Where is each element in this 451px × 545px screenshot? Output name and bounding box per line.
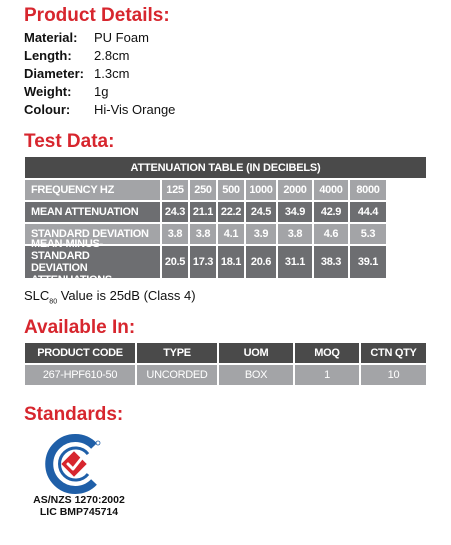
row-label-line: DEVIATION ATTENUATIONS (31, 262, 112, 286)
standards-mark-icon (44, 432, 108, 496)
table-cell: 24.5 (246, 202, 276, 222)
spec-value: Hi-Vis Orange (94, 101, 176, 117)
table-cell: 4.6 (314, 224, 348, 244)
column-header: MOQ (295, 343, 359, 363)
spec-label: Length: (24, 47, 72, 63)
table-cell: 8000 (350, 180, 386, 200)
licence-number: LIC BMP745714 (39, 506, 119, 518)
available-in-heading: Available In: (24, 317, 136, 338)
table-cell: 4.1 (218, 224, 244, 244)
availability-table (25, 343, 426, 387)
column-header: CTN QTY (361, 343, 426, 363)
spec-length (24, 46, 175, 64)
spec-weight (24, 82, 175, 100)
product-details-heading: Product Details: (24, 5, 170, 26)
table-cell: 20.5 (162, 246, 188, 278)
slc-text: Value is 25dB (Class 4) (57, 288, 196, 303)
table-cell: 38.3 (314, 246, 348, 278)
table-cell: 3.8 (162, 224, 188, 244)
table-row (25, 238, 426, 286)
spec-label: Material: (24, 29, 78, 45)
row-label: STANDARD DEVIATION (25, 224, 160, 244)
table-cell: 18.1 (218, 246, 244, 278)
table-cell: 22.2 (218, 202, 244, 222)
table-cell: BOX (219, 365, 293, 385)
table-cell: UNCORDED (137, 365, 217, 385)
attenuation-table (25, 180, 426, 286)
spec-label: Weight: (24, 83, 72, 99)
table-cell: 1 (295, 365, 359, 385)
table-cell: 2000 (278, 180, 312, 200)
table-cell: 20.6 (246, 246, 276, 278)
table-cell: 24.3 (162, 202, 188, 222)
column-header: UOM (219, 343, 293, 363)
table-cell: 267-HPF610-50 (25, 365, 135, 385)
column-header: PRODUCT CODE (25, 343, 135, 363)
standards-text (24, 494, 134, 518)
table-cell: 4000 (314, 180, 348, 200)
spec-value: 2.8cm (94, 47, 130, 63)
spec-label: Colour: (24, 101, 71, 117)
standard-code: AS/NZS 1270:2002 (33, 494, 125, 506)
table-cell: 1000 (246, 180, 276, 200)
table-row (25, 180, 426, 200)
table-cell: 500 (218, 180, 244, 200)
row-label: FREQUENCY HZ (25, 180, 160, 200)
spec-value: 1g (94, 83, 109, 99)
spec-material (24, 28, 175, 46)
spec-value: 1.3cm (94, 65, 130, 81)
standards-heading: Standards: (24, 404, 124, 425)
table-cell: 125 (162, 180, 188, 200)
product-specs (24, 28, 175, 118)
table-cell: 10 (361, 365, 426, 385)
table-cell: 39.1 (350, 246, 386, 278)
table-cell: 34.9 (278, 202, 312, 222)
table-cell: 31.1 (278, 246, 312, 278)
test-data-heading: Test Data: (24, 131, 115, 152)
table-cell: 250 (190, 180, 216, 200)
attenuation-table-title: ATTENUATION TABLE (IN DECIBELS) (25, 157, 426, 178)
table-cell: 3.9 (246, 224, 276, 244)
table-row (25, 202, 426, 222)
slc-prefix: SLC (24, 288, 50, 303)
slc-subscript: 80 (49, 298, 58, 306)
table-cell: 3.8 (190, 224, 216, 244)
table-row (25, 365, 426, 385)
row-label (25, 238, 160, 286)
table-cell: 42.9 (314, 202, 348, 222)
spec-diameter (24, 64, 175, 82)
spec-value: PU Foam (94, 29, 149, 45)
table-cell: 21.1 (190, 202, 216, 222)
table-header-row (25, 343, 426, 363)
row-label-line: MEAN-MINUS-STANDARD (31, 238, 103, 262)
slc-value (24, 288, 196, 306)
spec-label: Diameter: (24, 65, 84, 81)
table-cell: 3.8 (278, 224, 312, 244)
table-cell: 44.4 (350, 202, 386, 222)
table-cell: 17.3 (190, 246, 216, 278)
spec-colour (24, 100, 175, 118)
table-cell: 5.3 (350, 224, 386, 244)
column-header: TYPE (137, 343, 217, 363)
row-label: MEAN ATTENUATION (25, 202, 160, 222)
